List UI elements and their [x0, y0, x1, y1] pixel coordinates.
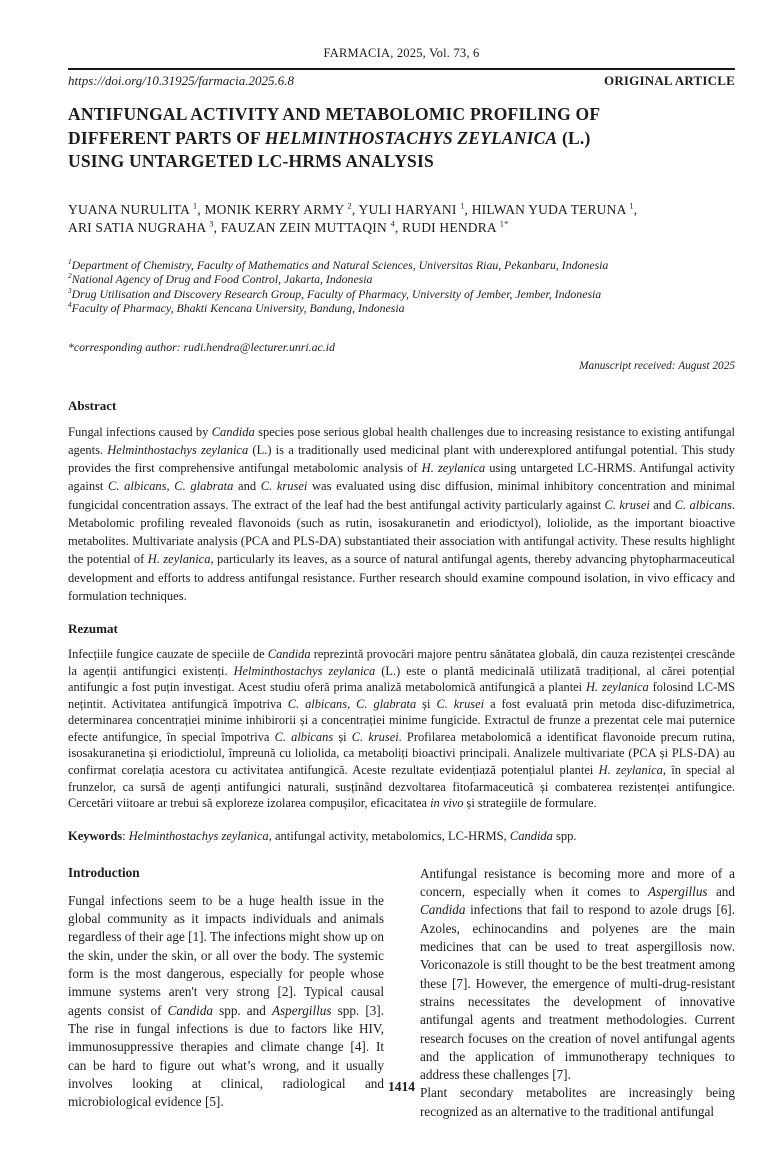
introduction-heading: Introduction — [68, 864, 140, 880]
affiliation-2: $^2$National Agency of Drug and Food Control, Jakarta, Indonesia — [68, 271, 373, 287]
journal-header: FARMACIA, 2025, Vol. 73, 6 — [323, 46, 480, 60]
authors-line-1: YUANA NURULITA $^1$, MONIK KERRY ARMY $^2$, YULI HARYANI $^1$, HILWAN YUDA TERUNA $^1$, — [68, 201, 638, 217]
rezumat-text: Infecțiile fungice cauzate de speciile de Candida reprezintă provocări majore pentru sănătatea globală, din cauza rezistenței crescânde la agenții antifungici existenți. Helminthostachys zeylanica (L.) este o plantă medicinală utilizată tradițional, al cărei potențial antifungic a fost puțin investigat. Acest studiu oferă prima analiză metabolomică antifungică a plantei H. zeylanica folosind LC-MS nețintit. Activitatea antifungică împotriva C. albicans, C. glabrata și C. krusei a fost evaluată prin metoda disc-difuzimetrica, determinarea concentrației minime inhibirorii și a concentrației minime fungicide. Extractul de frunze a prezentat cele mai puternice efecte antifungice, în special împotriva C. albicans și C. krusei. Profilarea metabolomică a identificat flavonoide precum rutina, isosakuranetina și eriodictiolul, împreună cu loliolida, ca metaboliți bioactivi principali. Analizele multivariate (PCA și PLS-DA) au confirmat corelația acestora cu activitatea antifungică. Aceste rezultate evidențiază potențialul plantei H. zeylanica, în special al frunzelor, ca sursă de agenți antifungici naturali, susținând dezvoltarea fitofarmaceutică și combaterea rezistenței antifungice. Cercetări viitoare ar trebui să exploreze izolarea compușilor, eficacitatea in vivo și strategiile de formulare. — [68, 646, 736, 811]
title-line-3: USING UNTARGETED LC-HRMS ANALYSIS — [68, 151, 434, 171]
manuscript-received: Manuscript received: August 2025 — [579, 359, 735, 372]
right-column-paragraph-2: Plant secondary metabolites are increasingly being recognized as an alternative to the traditional antifungal — [420, 1085, 735, 1119]
doi-row — [68, 73, 735, 89]
title-line-2: DIFFERENT PARTS OF HELMINTHOSTACHYS ZEYLANICA (L.) — [68, 127, 591, 148]
article-title — [68, 103, 735, 174]
affiliation-1: $^1$Department of Chemistry, Faculty of Mathematics and Natural Sciences, Universitas Riau, Pekanbaru, Indonesia — [68, 256, 609, 272]
header-rule — [68, 68, 735, 70]
keywords-line: Keywords: Helminthostachys zeylanica, antifungal activity, metabolomics, LC-HRMS, Candida spp. — [68, 828, 577, 843]
affiliations-block — [68, 258, 735, 316]
affiliation-3: $^3$Drug Utilisation and Discovery Research Group, Faculty of Pharmacy, University of Jember, Jember, Indonesia — [68, 285, 602, 301]
abstract-text: Fungal infections caused by Candida species pose serious global health challenges due to increasing resistance to existing antifungal agents. Helminthostachys zeylanica (L.) is a traditionally used medicinal plant with underexplored antifungal potential. This study provides the first comprehensive antifungal metabolomic analysis of H. zeylanica using untargeted LC-HRMS. Antifungal activity against C. albicans, C. glabrata and C. krusei was evaluated using disc diffusion, minimal inhibitory concentration and minimal fungicidal concentration assays. The extract of the leaf had the best antifungal activity particularly against C. krusei and C. albicans. Metabolomic profiling revealed flavonoids (such as rutin, isosakuranetin and eriodictyol), loliolide, as the important bioactive metabolites. Multivariate analysis (PCA and PLS-DA) substantiated their association with antifungal activity. These results highlight the potential of H. zeylanica, particularly its leaves, as a source of natural antifungal agents, thereby advancing phytopharmaceutical development and efforts to address antifungal resistance. Further research should examine compound isolation, in vivo efficacy and formulation techniques. — [68, 424, 735, 603]
article-type-label: ORIGINAL ARTICLE — [604, 73, 735, 88]
affiliation-4: $^4$Faculty of Pharmacy, Bhakti Kencana University, Bandung, Indonesia — [68, 300, 405, 316]
page-number: 1414 — [388, 1079, 415, 1094]
rezumat-heading: Rezumat — [68, 620, 118, 636]
doi-link: https://doi.org/10.31925/farmacia.2025.6.8 — [68, 73, 294, 88]
title-line-1: ANTIFUNGAL ACTIVITY AND METABOLOMIC PROFILING OF — [68, 104, 601, 124]
corresponding-author: *corresponding author: rudi.hendra@lecturer.unri.ac.id — [68, 339, 335, 354]
right-column-paragraph-1: Antifungal resistance is becoming more and more of a concern, especially when it comes to Aspergillus and Candida infections that fail to respond to azole drugs [6]. Azoles, echinocandins and polyenes are the main medicines that can be used to treat aspergillosis now. Voriconazole is still thought to be the best treatment among these [7]. However, the emergence of multi-drug-resistant strains necessitates the development of innovative antifungal agents and treatment methodologies. Current research focuses on the creation of novel antifungal agents and the application of immunotherapy techniques to address these challenges [7]. — [420, 865, 735, 1083]
introduction-paragraph: Fungal infections seem to be a huge health issue in the global community as it impacts individuals and animals regardless of their age [1]. The infections might show up on the skin, under the skin, or all over the body. The systemic form is the most dangerous, especially for people whose immune systems aren't very strong [2]. Typical causal agents consist of Candida spp. and Aspergillus spp. [3]. The rise in fungal infections is due to factors like HIV, immunosuppressive therapies and climate change [4]. It can be hard to figure out what’s wrong, and it usually involves looking at clinical, radiological and microbiological evidence [5]. — [68, 892, 384, 1110]
abstract-heading: Abstract — [68, 397, 117, 413]
authors-line-2: ARI SATIA NUGRAHA $^3$, FAUZAN ZEIN MUTTAQIN $^4$, RUDI HENDRA $^{1*}$ — [68, 219, 509, 235]
authors-block — [68, 201, 735, 237]
